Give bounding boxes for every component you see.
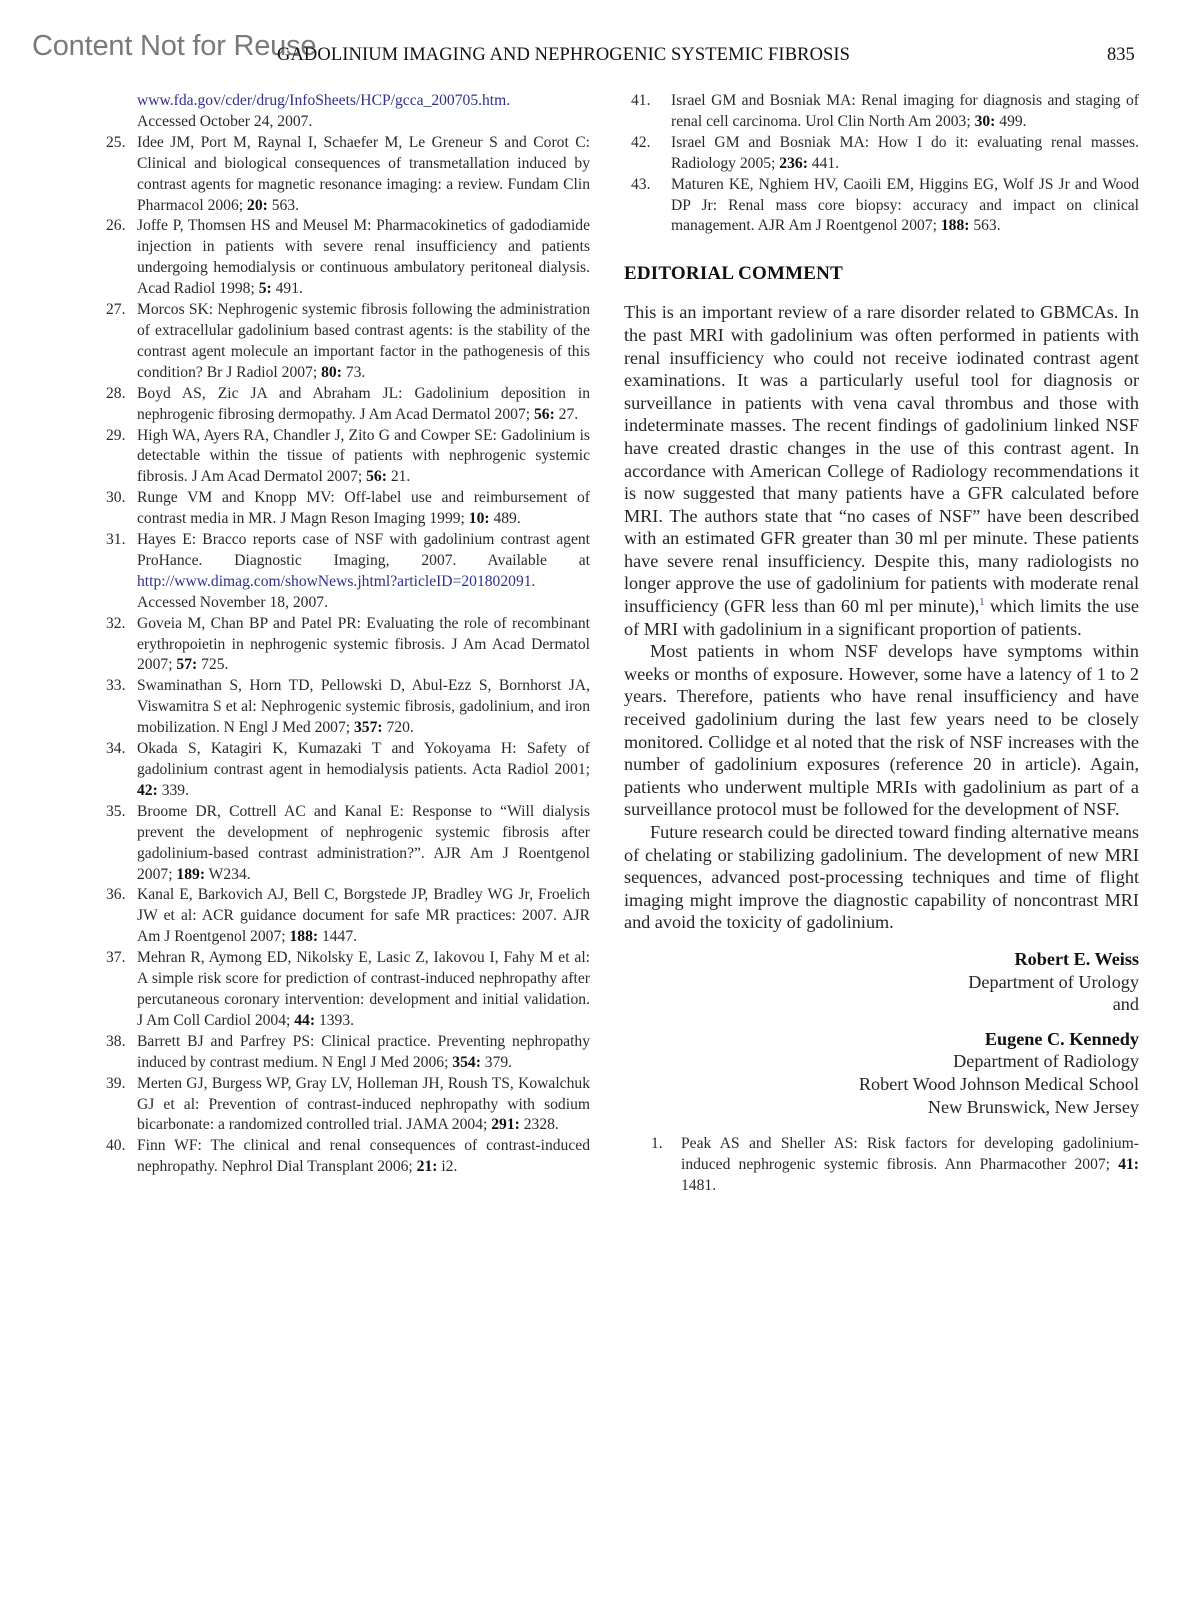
reference-pages: 489.	[489, 510, 521, 528]
reference-item	[624, 1134, 1139, 1197]
right-column	[624, 91, 1139, 1197]
reference-number: 41.	[631, 92, 651, 109]
reference-number: 25.	[106, 133, 126, 151]
reference-volume: 41:	[1118, 1156, 1139, 1174]
reference-text: High WA, Ayers RA, Chandler J, Zito G and Cowper SE: Gadolinium is detectable within the tissue of patients with nephrogenic systemic fibrosis. J Am Acad Dermatol 2007;	[137, 426, 590, 486]
reference-number: 37.	[106, 949, 126, 967]
editorial-paragraph	[624, 301, 1139, 640]
reference-item	[608, 133, 1139, 175]
reference-item	[70, 802, 590, 886]
reference-number: 29.	[106, 426, 126, 444]
reference-volume: 80:	[321, 363, 342, 381]
reference-text: Joffe P, Thomsen HS and Meusel M: Pharmacokinetics of gadodiamide injection in patients with severe renal insufficiency and patients undergoing hemodialysis or continuous ambulatory peritoneal dialysis. Acad Radiol 1998;	[137, 217, 590, 298]
reference-volume: 42:	[137, 781, 158, 799]
reference-volume: 56:	[366, 468, 387, 486]
reference-item	[70, 133, 590, 217]
reference-text: Hayes E: Bracco reports case of NSF with gadolinium contrast agent ProHance. Diagnostic Imaging, 2007. Available at	[137, 531, 590, 569]
reference-text: Accessed October 24, 2007.	[137, 112, 313, 130]
reference-pages: 720.	[382, 719, 414, 737]
reference-link[interactable]: http://www.dimag.com/showNews.jhtml?articleID=201802091.	[137, 572, 536, 590]
reference-item	[70, 948, 590, 1032]
reference-number: 39.	[106, 1074, 126, 1092]
reference-pages: 725.	[197, 656, 229, 674]
reference-pages: 441.	[807, 154, 840, 172]
reference-text: Morcos SK: Nephrogenic systemic fibrosis following the administration of extracellular gadolinium based contrast agents: is the stability of the contrast agent molecule an important factor in the pathogenesis of this condition? Br J Radiol 2007;	[137, 301, 590, 381]
reference-item	[70, 426, 590, 489]
reference-list	[70, 133, 590, 1178]
reference-item	[70, 885, 590, 948]
reference-volume: 188:	[940, 217, 970, 235]
reference-number: 42.	[631, 133, 651, 151]
reference-item	[70, 739, 590, 802]
reference-item	[70, 216, 590, 300]
reference-volume: 236:	[779, 154, 808, 172]
reference-text: Idee JM, Port M, Raynal I, Schaefer M, Le Greneur S and Corot C: Clinical and biological consequences of transmetallation induced by contrast agents for magnetic resonance imaging: a review. Fundam Clin Pharmacol 2006;	[137, 133, 590, 214]
citation-link[interactable]: 1	[979, 597, 985, 609]
reference-pages: 73.	[341, 363, 366, 381]
reference-pages: 563.	[969, 217, 1001, 235]
reference-pages: 1447.	[318, 928, 358, 946]
signature-block	[624, 1028, 1139, 1118]
reference-pages: 491.	[271, 280, 303, 298]
reference-number: 33.	[106, 677, 126, 695]
reference-text: Okada S, Katagiri K, Kumazaki T and Yokoyama H: Safety of gadolinium contrast agent in hemodialysis patients. Acta Radiol 2001;	[137, 740, 590, 778]
reference-volume: 189:	[176, 865, 206, 883]
reference-text: Finn WF: The clinical and renal consequences of contrast-induced nephropathy. Nephrol Dial Transplant 2006;	[137, 1137, 590, 1176]
author-affiliation: and	[1112, 994, 1139, 1015]
author-affiliation: Department of Urology	[968, 971, 1139, 992]
reference-text: Israel GM and Bosniak MA: Renal imaging for diagnosis and staging of renal cell carcinoma. Urol Clin North Am 2003;	[671, 92, 1139, 130]
reference-number: 40.	[106, 1137, 126, 1155]
reference-volume: 5:	[258, 280, 272, 298]
reference-text: Peak AS and Sheller AS: Risk factors for developing gadolinium-induced nephrogenic systemic fibrosis. Ann Pharmacother 2007;	[681, 1135, 1139, 1174]
reference-text: Runge VM and Knopp MV: Off-label use and reimbursement of contrast media in MR. J Magn Reson Imaging 1999;	[137, 489, 590, 528]
watermark: Content Not for Reuse	[32, 30, 317, 62]
reference-pages: 339.	[157, 781, 189, 799]
reference-item	[70, 1032, 590, 1074]
reference-pages: i2.	[437, 1158, 458, 1176]
reference-pages: 563.	[267, 196, 299, 214]
reference-item	[608, 175, 1139, 238]
reference-volume: 30:	[974, 112, 996, 130]
author-affiliation: Robert Wood Johnson Medical School	[858, 1073, 1139, 1094]
reference-volume: 44:	[294, 1011, 316, 1029]
reference-item	[70, 614, 590, 677]
reference-volume: 20:	[247, 196, 268, 214]
reference-item	[70, 488, 590, 530]
reference-number: 28.	[106, 384, 126, 402]
reference-text: Barrett BJ and Parfrey PS: Clinical practice. Preventing nephropathy induced by contrast medium. N Engl J Med 2006;	[137, 1032, 590, 1071]
reference-volume: 21:	[416, 1158, 438, 1176]
author-name: Eugene C. Kennedy	[984, 1028, 1139, 1049]
reference-number: 27.	[106, 301, 126, 319]
reference-number: 36.	[106, 886, 126, 904]
reference-volume: 291:	[491, 1116, 520, 1134]
left-column	[70, 91, 590, 1178]
reference-text: Goveia M, Chan BP and Patel PR: Evaluating the role of recombinant erythropoietin in nephrogenic systemic fibrosis. J Am Acad Dermatol 2007;	[137, 614, 590, 674]
reference-item	[70, 300, 590, 384]
reference-number: 32.	[106, 614, 126, 632]
reference-list	[608, 91, 1139, 237]
reference-pages: 27.	[554, 405, 579, 423]
reference-item	[70, 384, 590, 426]
reference-text: Israel GM and Bosniak MA: How I do it: evaluating renal masses. Radiology 2005;	[671, 133, 1139, 172]
reference-volume: 354:	[452, 1053, 481, 1071]
reference-text: Boyd AS, Zic JA and Abraham JL: Gadolinium deposition in nephrogenic fibrosing dermopathy. J Am Acad Dermatol 2007;	[137, 384, 590, 423]
reference-item	[608, 91, 1139, 133]
reference-text: Maturen KE, Nghiem HV, Caoili EM, Higgins EG, Wolf JS Jr and Wood DP Jr: Renal mass core biopsy: accuracy and impact on clinical management. AJR Am J Roentgenol 2007;	[671, 175, 1139, 235]
reference-number: 35.	[106, 802, 126, 820]
reference-continued	[70, 91, 590, 133]
reference-text: Broome DR, Cottrell AC and Kanal E: Response to “Will dialysis prevent the development of nephrogenic systemic fibrosis after gadolinium-based contrast administration?”. AJR Am J Roentgenol 2007;	[137, 802, 590, 883]
reference-number: 38.	[106, 1032, 126, 1050]
reference-number: 1.	[651, 1135, 663, 1153]
reference-number: 26.	[106, 217, 126, 235]
footnote-list	[624, 1134, 1139, 1197]
reference-pages: 499.	[995, 112, 1027, 130]
reference-number: 31.	[106, 531, 126, 549]
author-name: Robert E. Weiss	[1014, 948, 1139, 969]
reference-item	[70, 676, 590, 739]
reference-pages: 379.	[480, 1053, 513, 1071]
author-affiliation: New Brunswick, New Jersey	[927, 1096, 1139, 1117]
reference-link[interactable]: www.fda.gov/cder/drug/InfoSheets/HCP/gcca_200705.htm.	[137, 92, 511, 109]
reference-item	[70, 1074, 590, 1137]
section-heading: EDITORIAL COMMENT	[624, 263, 843, 285]
reference-pages: 1481.	[681, 1176, 717, 1194]
reference-pages: 1393.	[315, 1011, 355, 1029]
reference-item	[70, 1136, 590, 1178]
signature-block	[624, 948, 1139, 1016]
reference-volume: 10:	[468, 510, 490, 528]
reference-volume: 357:	[354, 719, 383, 737]
reference-volume: 188:	[289, 928, 319, 946]
page-number: 835	[1107, 45, 1135, 65]
reference-text: Kanal E, Barkovich AJ, Bell C, Borgstede JP, Bradley WG Jr, Froelich JW et al: ACR guidance document for safe MR practices: 2007. AJR Am J Roentgenol 2007;	[137, 886, 590, 946]
reference-number: 30.	[106, 489, 126, 507]
editorial-paragraph: Most patients in whom NSF develops have symptoms within weeks or months of exposure. However, some have a latency of 1 to 2 years. Therefore, patients who have renal insufficiency and have received gadolinium during the last few years need to be closely monitored. Collidge et al noted that the risk of NSF increases with the number of gadolinium exposures (reference 20 in article). Again, patients who underwent multiple MRIs with gadolinium as part of a surveillance protocol must be followed for the development of NSF.	[624, 641, 1139, 820]
signatures	[624, 948, 1139, 1118]
reference-pages: 21.	[386, 468, 411, 486]
reference-volume: 56:	[533, 405, 555, 423]
reference-text: Merten GJ, Burgess WP, Gray LV, Holleman JH, Roush TS, Kowalchuk GJ et al: Prevention of contrast-induced nephropathy with sodium bicarbonate: a randomized controlled trial. JAMA 2004;	[137, 1074, 590, 1134]
reference-text: Accessed November 18, 2007.	[137, 593, 328, 611]
reference-number: 34.	[106, 740, 126, 758]
reference-text: Swaminathan S, Horn TD, Pellowski D, Abul-Ezz S, Bornhorst JA, Viswamitra S et al: Nephrogenic systemic fibrosis, gadolinium, and iron mobilization. N Engl J Med 2007;	[137, 677, 590, 737]
editorial-paragraph: Future research could be directed toward finding alternative means of chelating or stabilizing gadolinium. The development of new MRI sequences, advanced post-processing techniques and time of flight imaging might improve the diagnostic capability of noncontrast MRI and avoid the toxicity of gadolinium.	[624, 822, 1139, 933]
reference-pages: 2328.	[519, 1116, 559, 1134]
running-title: GADOLINIUM IMAGING AND NEPHROGENIC SYSTEMIC FIBROSIS	[277, 45, 851, 65]
reference-pages: W234.	[205, 865, 251, 883]
reference-number: 43.	[631, 175, 651, 193]
author-affiliation: Department of Radiology	[953, 1051, 1139, 1072]
reference-volume: 57:	[176, 656, 198, 674]
paragraph-text: which limits the use of MRI with gadolinium in a significant proportion of patients.	[624, 596, 1139, 639]
reference-text: Mehran R, Aymong ED, Nikolsky E, Lasic Z, Iakovou I, Fahy M et al: A simple risk score for prediction of contrast-induced nephropathy after percutaneous coronary intervention: development and initial validation. J Am Coll Cardiol 2004;	[137, 949, 590, 1029]
reference-item	[70, 530, 590, 614]
paragraph-text: This is an important review of a rare disorder related to GBMCAs. In the past MRI with gadolinium was often performed in patients with renal insufficiency who could not receive iodinated contrast agent examinations. It was a particularly useful tool for diagnosis or surveillance in patients with vena caval thrombus and those with indeterminate masses. The recent findings of gadolinium linked NSF have created drastic changes in the use of this contrast agent. In accordance with American College of Radiology recommendations it is now suggested that many patients have a GFR calculated before MRI. The authors state that “no cases of NSF” have been described with an estimated GFR greater than 30 ml per minute. These patients have severe renal insufficiency. Despite this, many radiologists no longer approve the use of gadolinium for patients with moderate renal insufficiency (GFR less than 60 ml per minute),	[624, 302, 1139, 617]
